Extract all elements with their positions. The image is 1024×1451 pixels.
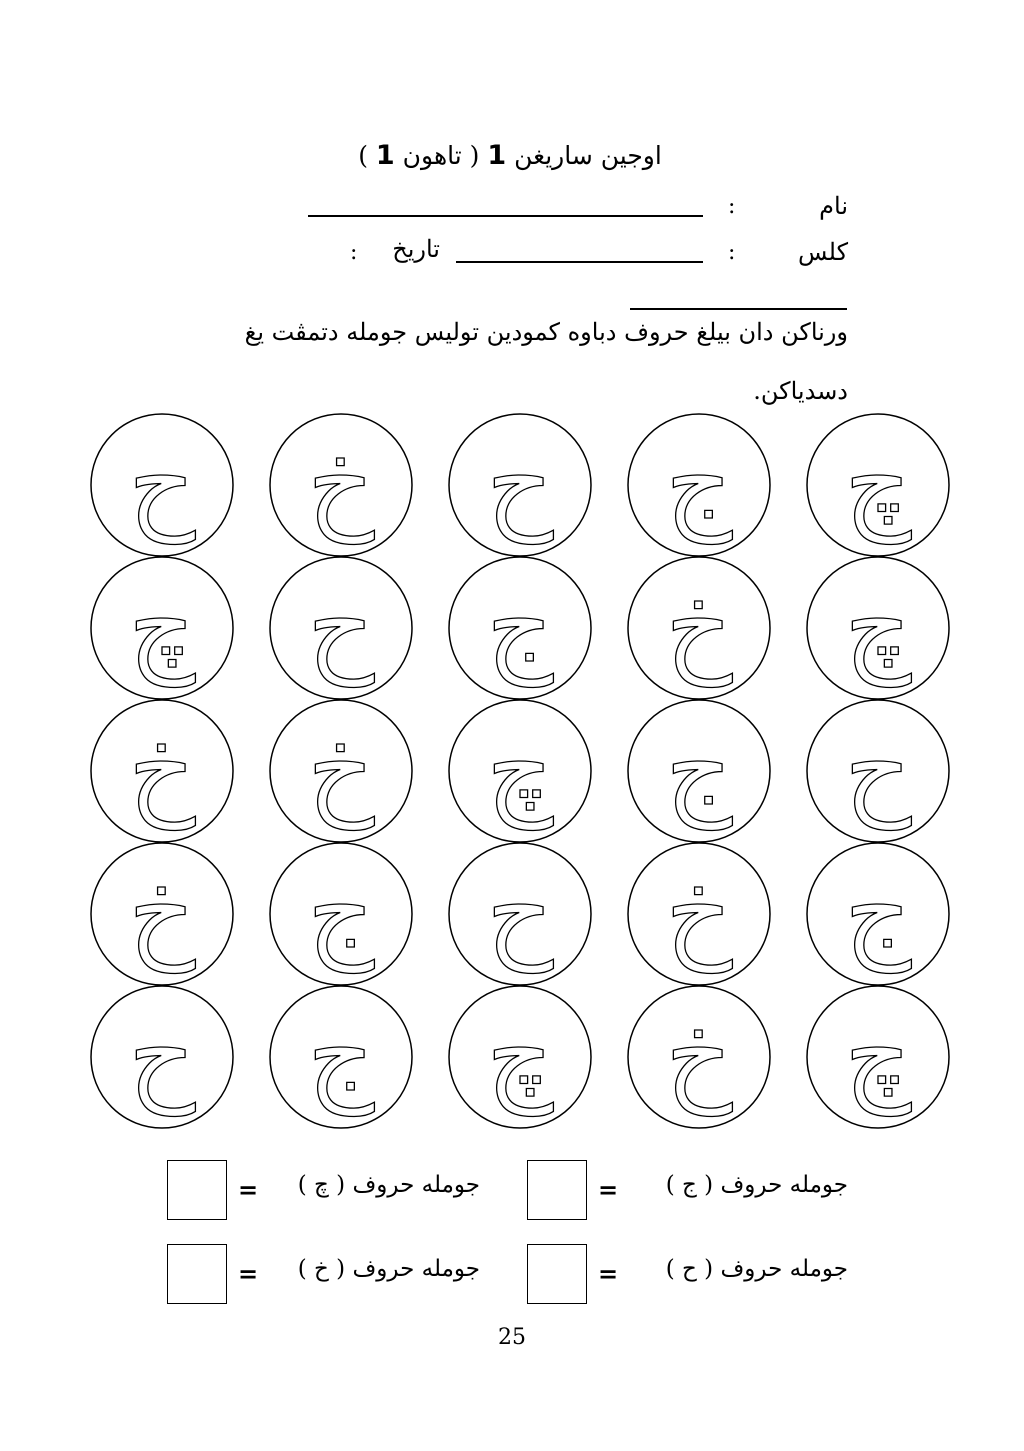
letter-circle-kha[interactable] xyxy=(91,843,233,985)
title-paren-number: 1 xyxy=(375,140,395,171)
outlined-letter: ج xyxy=(665,708,733,830)
letter-circle-che[interactable] xyxy=(91,557,233,699)
outlined-letter: ح xyxy=(128,422,196,544)
count-label-che: جومله حروف ( چ ) xyxy=(297,1172,480,1198)
count-equals-kha: = xyxy=(238,1260,259,1288)
letter-circle-jim[interactable] xyxy=(449,557,591,699)
count-box-ha[interactable] xyxy=(527,1244,587,1304)
letter-circle-che[interactable] xyxy=(807,414,949,556)
letter-circle-kha[interactable] xyxy=(270,414,412,556)
letter-circle-ha[interactable] xyxy=(91,986,233,1128)
outlined-letter: خ xyxy=(307,422,375,544)
outlined-letter: چ xyxy=(486,708,554,830)
letter-circle-jim[interactable] xyxy=(628,414,770,556)
count-equals-che: = xyxy=(238,1176,259,1204)
name-colon: : xyxy=(728,194,736,219)
letter-circle-ha[interactable] xyxy=(270,557,412,699)
name-label: نام xyxy=(819,192,848,220)
letter-circle-jim[interactable] xyxy=(270,843,412,985)
outlined-letter: ج xyxy=(307,851,375,973)
letter-circle-kha[interactable] xyxy=(91,700,233,842)
count-label-jim: جومله حروف ( ج ) xyxy=(665,1172,848,1198)
class-label: كلس xyxy=(798,238,848,266)
title-paren-close: ) xyxy=(358,141,368,170)
outlined-letter: چ xyxy=(128,565,196,687)
outlined-letter: ج xyxy=(665,422,733,544)
count-box-che[interactable] xyxy=(167,1160,227,1220)
date-colon: : xyxy=(350,240,358,265)
letter-circle-kha[interactable] xyxy=(628,557,770,699)
outlined-letter: ج xyxy=(307,994,375,1116)
outlined-letter: چ xyxy=(486,994,554,1116)
count-equals-ha: = xyxy=(598,1260,619,1288)
count-label-ha: جومله حروف ( ح ) xyxy=(665,1256,848,1282)
letter-circle-che[interactable] xyxy=(449,700,591,842)
count-label-kha: جومله حروف ( خ ) xyxy=(297,1256,480,1282)
instruction-line-2: دسدياكن. xyxy=(753,377,848,405)
outlined-letter: ح xyxy=(844,708,912,830)
outlined-letter: ح xyxy=(128,994,196,1116)
outlined-letter: خ xyxy=(665,851,733,973)
letter-circle-kha[interactable] xyxy=(628,843,770,985)
letter-circle-jim[interactable] xyxy=(270,986,412,1128)
letter-circle-kha[interactable] xyxy=(628,986,770,1128)
outlined-letter: خ xyxy=(307,708,375,830)
outlined-letter: خ xyxy=(128,708,196,830)
letter-circle-ha[interactable] xyxy=(807,700,949,842)
count-box-kha[interactable] xyxy=(167,1244,227,1304)
letter-circle-kha[interactable] xyxy=(270,700,412,842)
letter-circle-ha[interactable] xyxy=(449,414,591,556)
letter-circle-ha[interactable] xyxy=(449,843,591,985)
date-label: تاريخ xyxy=(392,235,440,263)
outlined-letter: خ xyxy=(665,565,733,687)
outlined-letter: ج xyxy=(486,565,554,687)
letter-circle-che[interactable] xyxy=(807,557,949,699)
instruction-line-1: ورناكن دان بيلغ حروف دباوه كمودين توليس جومله دتمڤت يغ xyxy=(244,318,848,346)
outlined-letter: چ xyxy=(844,422,912,544)
letter-circle-che[interactable] xyxy=(807,986,949,1128)
outlined-letter: چ xyxy=(844,994,912,1116)
class-colon: : xyxy=(728,240,736,265)
outlined-letter: خ xyxy=(665,994,733,1116)
outlined-letter: ح xyxy=(307,565,375,687)
count-equals-jim: = xyxy=(598,1176,619,1204)
title-number: 1 xyxy=(487,140,507,171)
page-number: 25 xyxy=(498,1325,526,1350)
outlined-letter: ح xyxy=(486,851,554,973)
letter-circle-che[interactable] xyxy=(449,986,591,1128)
title-text: اوجين ساريغن xyxy=(514,141,662,170)
outlined-letter: خ xyxy=(128,851,196,973)
outlined-letter: ج xyxy=(844,851,912,973)
letter-circle-jim[interactable] xyxy=(628,700,770,842)
outlined-letter: چ xyxy=(844,565,912,687)
outlined-letter: ح xyxy=(486,422,554,544)
letter-circle-ha[interactable] xyxy=(91,414,233,556)
count-box-jim[interactable] xyxy=(527,1160,587,1220)
letter-circle-jim[interactable] xyxy=(807,843,949,985)
title-paren-text: ( تاهون xyxy=(402,141,480,170)
